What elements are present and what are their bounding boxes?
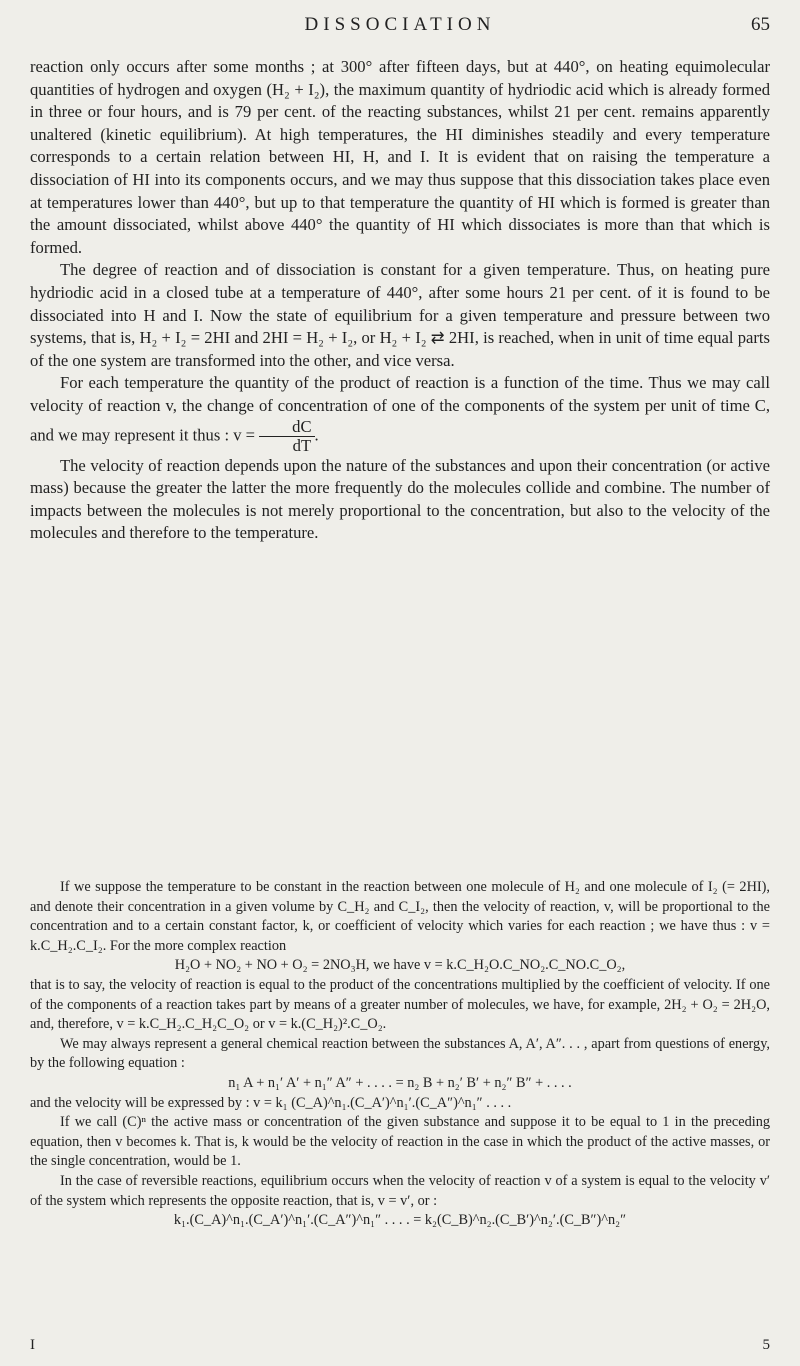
page-header <box>0 14 800 40</box>
note-reversible: In the case of reversible reactions, equilibrium occurs when the velocity of reaction v of a system is equal to the velocity v′ of the system which represents the opposite reaction, that is, v = v′, or : <box>30 1172 770 1209</box>
equation-general-reaction: n₁ A + n₁′ A′ + n₁″ A″ + . . . . = n₂ B + n₂′ B′ + n₂″ B″ + . . . . <box>228 1074 572 1091</box>
page-footer <box>0 1337 800 1359</box>
note-active-mass: If we call (C)ⁿ the active mass or concentration of the given substance and suppose it to be equal to 1 in the preceding equation, then v becomes k. That is, k would be the velocity of reaction in the case in which the product of the active masses, or the single concentration, would be 1. <box>30 1114 770 1170</box>
running-title: DISSOCIATION <box>304 14 496 35</box>
note-velocity-expression: and the velocity will be expressed by : v = k₁ (C_A)^n₁.(C_A′)^n₁′.(C_A″)^n₁″ . . . . <box>30 1094 512 1111</box>
note-coefficient: that is to say, the velocity of reaction is equal to the product of the concentrations multiplied by the coefficient of velocity. If one of the components of a reaction takes part by means of a greater number of molecules, we have, for example, 2H₂ + O₂ = 2H₂O, and, therefore, v = k.C_H₂.C_H₂C_O₂ or v = k.(C_H₂)².C_O₂. <box>30 976 770 1033</box>
note-concentration: If we suppose the temperature to be constant in the reaction between one molecule of H₂ and one molecule of I₂ (= 2HI), and denote their concentration in a given volume by C_H₂ and C_I₂, then the velocity of reaction, v, will be proportional to the concentration and to a certain constant factor, k, or coefficient of velocity which varies for each reaction ; we have thus : v = k.C_H₂.C_I₂. For the more complex reaction <box>30 879 770 954</box>
paragraph-dissociation-intro: reaction only occurs after some months ; at 300° after fifteen days, but at 440°, on heating equimolecular quantities of hydrogen and oxygen (H₂ + I₂), the maximum quantity of hydriodic acid which is already formed in three or four hours, and is 79 per cent. of the reacting substances, whilst 21 per cent. remains apparently unaltered (kinetic equilibrium). At high temperatures, the HI diminishes steadily and every temperature corresponds to a certain relation between HI, H, and I. It is evident that on raising the temperature a dissociation of HI into its components occurs, and we may thus suppose that this dissociation takes place even at temperatures lower than 440°, but up to that temperature the quantity of HI which is formed is greater than the amount dissociated, whilst above 440° the quantity of HI which dissociates is more than that which is formed. <box>30 57 770 257</box>
fraction-denominator: dT <box>292 435 312 455</box>
body-small-text <box>30 878 770 1231</box>
page-number: 65 <box>751 14 770 35</box>
fraction-numerator: dC <box>259 418 314 437</box>
signature-mark-right: 5 <box>762 1337 770 1353</box>
paragraph-velocity-dependence: The velocity of reaction depends upon the nature of the substances and upon their concentration (or active mass) because the greater the latter the more frequently do the molecules collide and combine. The number of impacts between the molecules is not merely proportional to the concentration, but also to the velocity of the molecules and therefore to the temperature. <box>30 455 770 543</box>
velocity-period: . <box>314 424 319 444</box>
note-general-reaction: We may always represent a general chemical reaction between the substances A, A′, A″. . . , apart from questions of energy, by the following equation : <box>30 1035 770 1072</box>
velocity-fraction <box>259 418 314 455</box>
equation-equilibrium: k₁.(C_A)^n₁.(C_A′)^n₁′.(C_A″)^n₁″ . . . . = k₂(C_B)^n₂.(C_B′)^n₂′.(C_B″)^n₂″ <box>173 1212 627 1229</box>
paragraph-degree-of-reaction: The degree of reaction and of dissociation is constant for a given temperature. Thus, on heating pure hydriodic acid in a closed tube at a temperature of 440°, after some hours 21 per cent. of it is found to be dissociated into H and I. Now the state of equilibrium for a given temperature and pressure between two systems, that is, H₂ + I₂ = 2HI and 2HI = H₂ + I₂, or H₂ + I₂ ⇄ 2HI, is reached, when in unit of time equal parts of the one system are transformed into the other, and vice versa. <box>30 260 770 370</box>
paragraph-velocity-definition <box>30 372 770 454</box>
equation-nitric-acid: H₂O + NO₂ + NO + O₂ = 2NO₃H, we have v = k.C_H₂O.C_NO₂.C_NO.C_O₂, <box>174 957 626 974</box>
body-large-text <box>30 56 770 545</box>
velocity-text: For each temperature the quantity of the product of reaction is a function of the time. Thus we may call velocity of reaction v, the change of concentration of one of the components of the system per unit of time C, and we may represent it thus : v = <box>30 373 770 444</box>
signature-mark-left: I <box>30 1337 35 1353</box>
